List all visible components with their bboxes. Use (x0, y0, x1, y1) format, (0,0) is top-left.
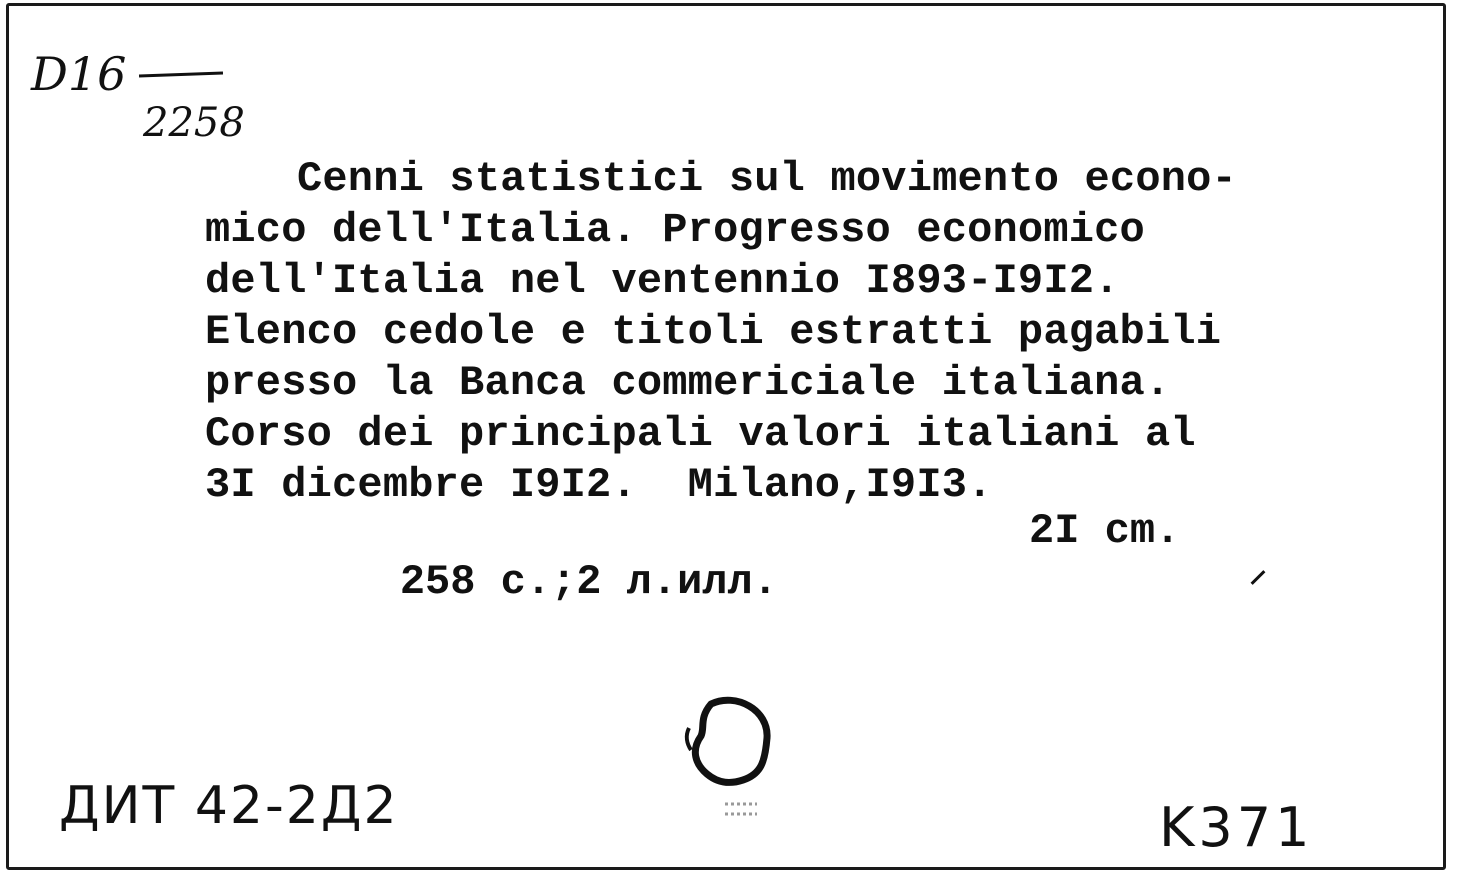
entry-line: dell'Italia nel ventennio I893-I9I2. (205, 257, 1120, 305)
catalog-card (6, 3, 1446, 870)
entry-line: Corso dei principali valori italiani al (205, 410, 1196, 458)
entry-line: Elenco cedole e titoli estratti pagabili (205, 308, 1222, 356)
pencil-tick-mark (1251, 570, 1266, 585)
entry-line: 3I dicembre I9I2. Milano,I9I3. (205, 461, 993, 509)
collation-size: 2I cm. (1029, 507, 1181, 555)
inventory-number: ДИТ 42-2Д2 (59, 776, 399, 836)
shelf-mark-divider (139, 72, 223, 78)
entry-line: mico dell'Italia. Progresso economico (205, 206, 1145, 254)
shelf-mark-number: 2258 (143, 100, 245, 146)
collation-pages: 258 c.;2 л.илл. (399, 558, 778, 606)
shelf-mark (31, 47, 291, 161)
shelf-mark-prefix: D16 (31, 47, 127, 101)
bibliographic-entry (205, 154, 1237, 511)
collation-line (299, 506, 1181, 710)
entry-line: presso la Banca commericiale italiana. (205, 359, 1171, 407)
punch-hole-icon (681, 692, 781, 832)
entry-line: Cenni statistici sul movimento econo- (297, 155, 1237, 203)
classmark: K371 (1159, 796, 1314, 859)
